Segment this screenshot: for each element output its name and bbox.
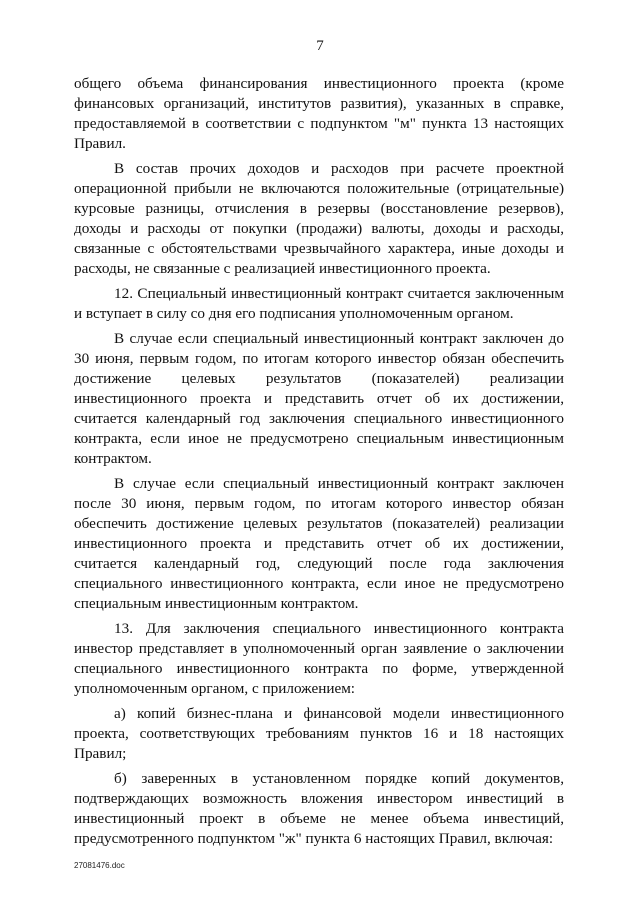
page-number: 7 [316,38,324,54]
paragraph-after-june-30: В случае если специальный инвестиционный контракт заключен после 30 июня, первым годом, по итогам которого инвестор обязан обеспечить достижение целевых результатов (показателей) реализации инвестиционного проекта и представить отчет об их достижении, считается календарный год, следующий после года заключения специального инвестиционного контракта, если иное не предусмотрено специальным инвестиционным контрактом. [74,475,564,612]
paragraph-continuation: общего объема финансирования инвестиционного проекта (кроме финансовых организаций, институтов развития), указанных в справке, предоставляемой в соответствии с подпунктом "м" пункта 13 настоящих Правил. [74,75,564,152]
document-body [74,74,564,849]
paragraph-clause-12: 12. Специальный инвестиционный контракт считается заключенным и вступает в силу со дня его подписания уполномоченным органом. [74,285,564,322]
document-file-code: 27081476.doc [74,861,125,870]
paragraph-item-b: б) заверенных в установленном порядке копий документов, подтверждающих возможность вложения инвестором инвестиций в инвестиционный проект в объеме не менее объема инвестиций, предусмотренного подпунктом "ж" пункта 6 настоящих Правил, включая: [74,770,564,847]
paragraph-other-income: В состав прочих доходов и расходов при расчете проектной операционной прибыли не включаются положительные (отрицательные) курсовые разницы, отчисления в резервы (восстановление резервов), доходы и расходы от покупки (продажи) валюты, доходы и расходы, связанные с обстоятельствами чрезвычайного характера, иные доходы и расходы, не связанные с реализацией инвестиционного проекта. [74,160,564,277]
paragraph-item-a: а) копий бизнес-плана и финансовой модели инвестиционного проекта, соответствующих требованиям пунктов 16 и 18 настоящих Правил; [74,705,564,762]
paragraph-clause-13: 13. Для заключения специального инвестиционного контракта инвестор представляет в уполномоченный орган заявление о заключении специального инвестиционного контракта по форме, утвержденной уполномоченным органом, с приложением: [74,620,564,697]
paragraph-before-june-30: В случае если специальный инвестиционный контракт заключен до 30 июня, первым годом, по итогам которого инвестор обязан обеспечить достижение целевых результатов (показателей) реализации инвестиционного проекта и представить отчет об их достижении, считается календарный год заключения специального инвестиционного контракта, если иное не предусмотрено специальным инвестиционным контрактом. [74,330,564,467]
